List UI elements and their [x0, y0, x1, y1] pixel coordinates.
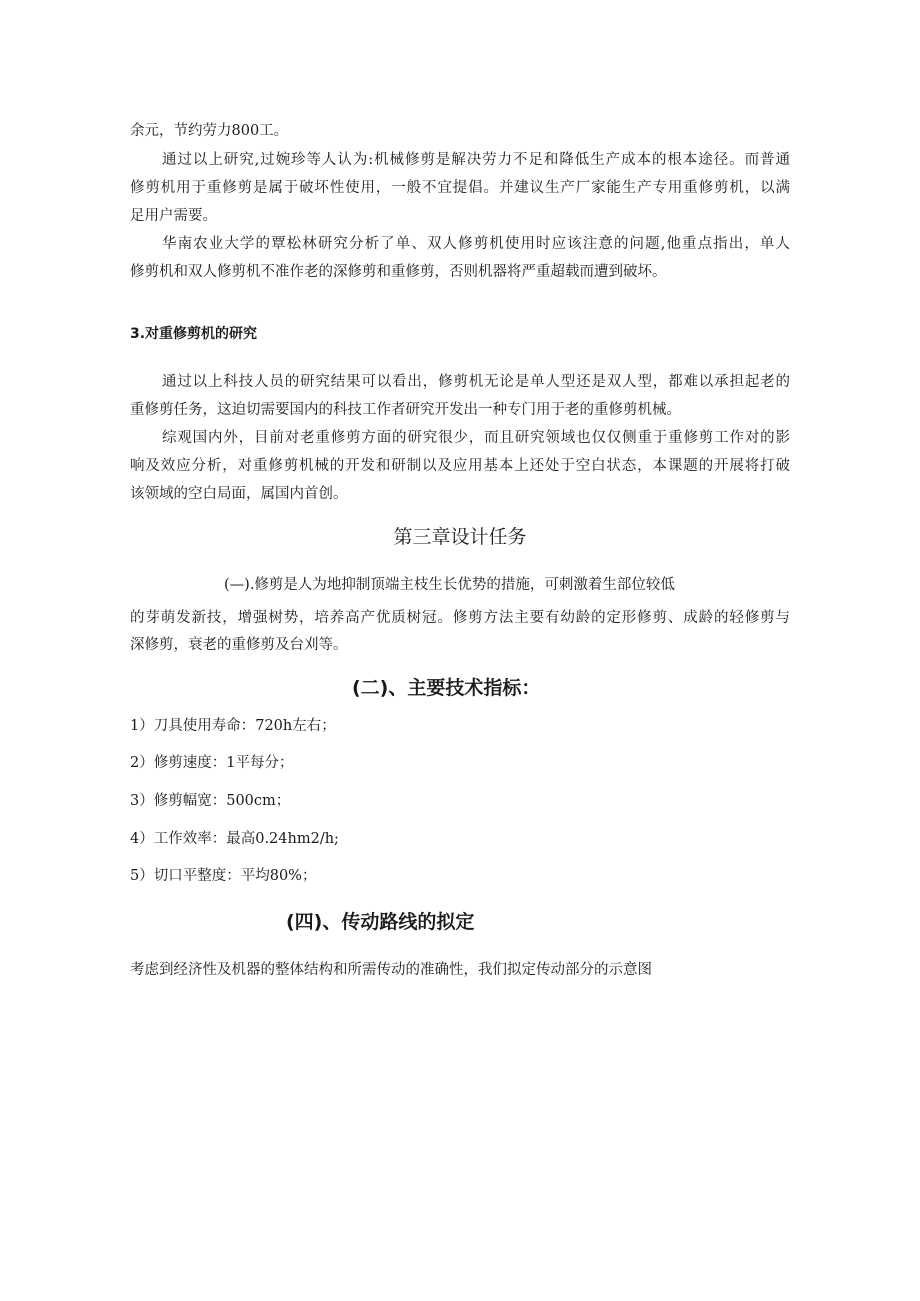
paragraph-line: 深修剪，衰老的重修剪及台刈等。	[130, 637, 348, 653]
spec-item: 4）工作效率：最高0.24hm2/h;	[130, 831, 339, 847]
paragraph-line: 该领域的空白局面，属国内首创。	[130, 486, 348, 502]
spec-item: 1）刀具使用寿命：720h左右；	[130, 718, 336, 734]
spec-item: 5）切口平整度：平均80%；	[130, 868, 317, 884]
paragraph-line: (—).修剪是人为地抑制顶端主枝生长优势的措施，可刺激着生部位较低	[224, 577, 675, 593]
paragraph-line: 余元，节约劳力800工。	[130, 123, 289, 139]
paragraph-line: 通过以上科技人员的研究结果可以看出，修剪机无论是单人型还是双人型，都难以承担起老的	[162, 374, 790, 390]
paragraph-line: 修剪机用于重修剪是属于破坏性使用，一般不宜提倡。并建议生产厂家能生产专用重修剪机，以满	[130, 180, 790, 196]
paragraph-line: 通过以上研究,过婉珍等人认为:机械修剪是解决劳力不足和降低生产成本的根本途径。而普通	[162, 152, 790, 168]
paragraph-line: 综观国内外，目前对老重修剪方面的研究很少，而且研究领域也仅仅侧重于重修剪工作对的影	[162, 430, 790, 446]
section-heading: 3.对重修剪机的研究	[130, 326, 258, 342]
spec-item: 2）修剪速度：1平每分；	[130, 755, 294, 771]
paragraph-line: 足用户需要。	[130, 208, 217, 224]
paragraph-line: 响及效应分析，对重修剪机械的开发和研制以及应用基本上还处于空白状态，本课题的开展将打破	[130, 458, 790, 474]
chapter-title: 第三章设计任务	[393, 526, 527, 548]
paragraph-line: 华南农业大学的覃松林研究分析了单、双人修剪机使用时应该注意的问题,他重点指出，单人	[162, 236, 790, 252]
paragraph-line: 修剪机和双人修剪机不准作老的深修剪和重修剪，否则机器将严重超载而遭到破坏。	[130, 264, 667, 280]
paragraph-line: 的芽萌发新技，增强树势，培养高产优质树冠。修剪方法主要有幼龄的定形修剪、成龄的轻修剪与	[130, 610, 790, 626]
paragraph-line: 重修剪任务，这迫切需要国内的科技工作者研究开发出一种专门用于老的重修剪机械。	[130, 402, 681, 418]
section-heading: (二)、主要技术指标：	[352, 677, 541, 699]
paragraph-line: 考虑到经济性及机器的整体结构和所需传动的准确性，我们拟定传动部分的示意图	[130, 962, 652, 978]
spec-item: 3）修剪幅宽：500cm；	[130, 793, 291, 809]
section-heading: (四)、传动路线的拟定	[286, 911, 475, 933]
